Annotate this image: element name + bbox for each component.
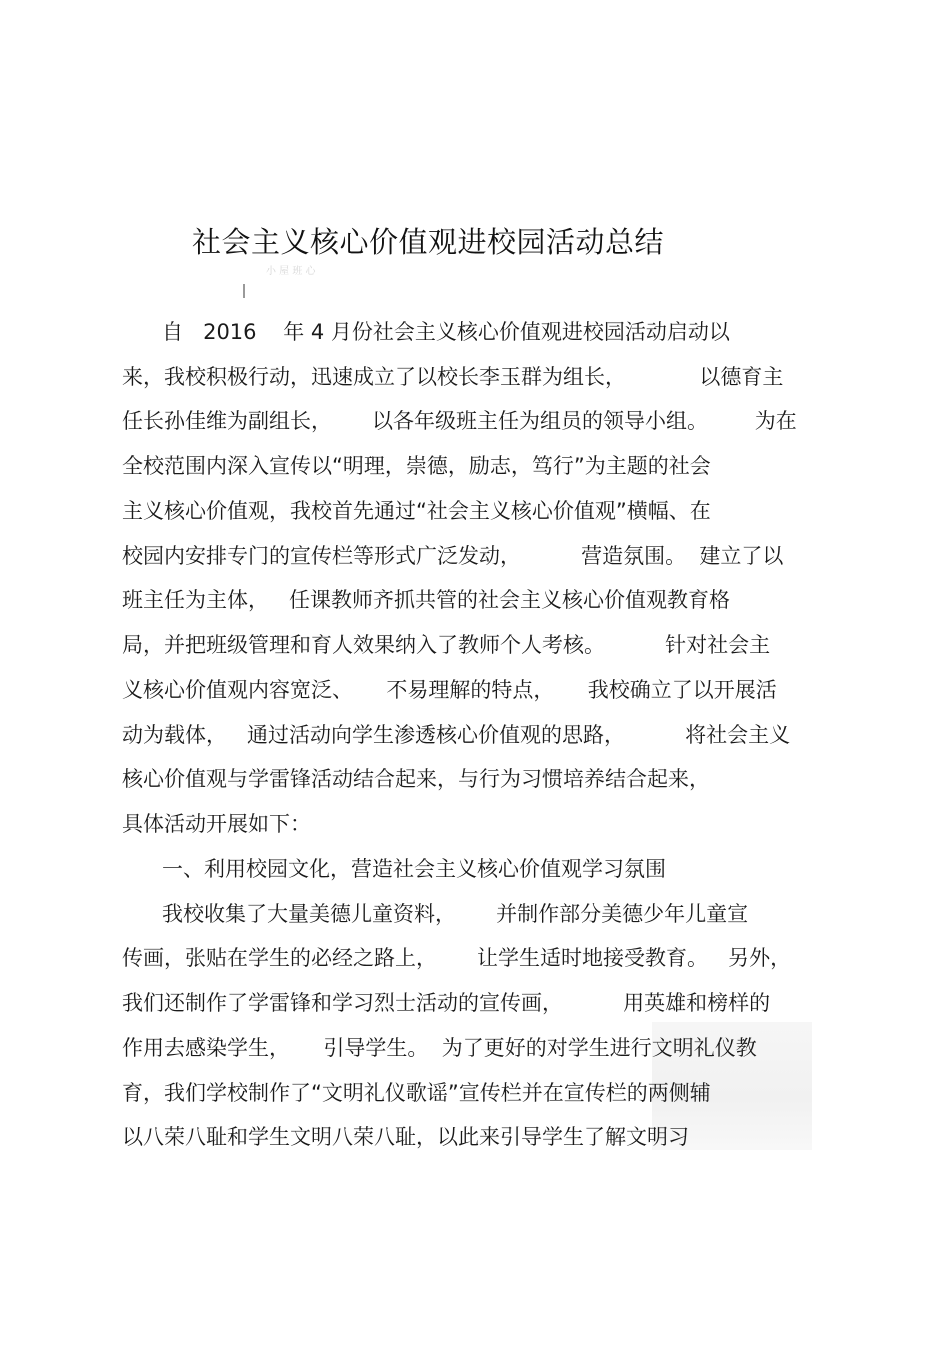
body-line: 任长孙佳维为副组长， 以各年级班主任为组员的领导小组。 为在 bbox=[122, 409, 797, 433]
body-line: 班主任为主体， 任课教师齐抓共管的社会主义核心价值观教育格 bbox=[122, 588, 731, 612]
section-heading: 一、利用校园文化，营造社会主义核心价值观学习氛围 bbox=[122, 857, 667, 881]
body-line: 全校范围内深入宣传以“明理，崇德，励志，笃行”为主题的社会 bbox=[122, 454, 711, 478]
body-line: 动为载体， 通过活动向学生渗透核心价值观的思路， 将社会主义 bbox=[122, 723, 791, 747]
document-title: 社会主义核心价值观进校园活动总结 bbox=[192, 225, 665, 259]
body-line: 以八荣八耻和学生文明八荣八耻，以此来引导学生了解文明习 bbox=[122, 1125, 689, 1149]
body-line: 局，并把班级管理和育人效果纳入了教师个人考核。 针对社会主 bbox=[122, 633, 771, 657]
body-line: 具体活动开展如下： bbox=[122, 812, 311, 836]
body-line: 自 2016 年 4 月份社会主义核心价值观进校园活动启动以 bbox=[122, 320, 730, 344]
body-line: 我校收集了大量美德儿童资料， 并制作部分美德少年儿童宣 bbox=[122, 902, 749, 926]
body-line: 主义核心价值观，我校首先通过“社会主义核心价值观”横幅、在 bbox=[122, 499, 711, 523]
body-line: 校园内安排专门的宣传栏等形式广泛发动， 营造氛围。 建立了以 bbox=[122, 544, 784, 568]
body-line: 传画，张贴在学生的必经之路上， 让学生适时地接受教育。 另外， bbox=[122, 946, 792, 970]
body-line: 育，我们学校制作了“文明礼仪歌谣”宣传栏并在宣传栏的两侧辅 bbox=[122, 1081, 711, 1105]
body-line: 来，我校积极行动，迅速成立了以校长李玉群为组长， 以德育主 bbox=[122, 365, 784, 389]
body-line: 作用去感染学生， 引导学生。 为了更好的对学生进行文明礼仪教 bbox=[122, 1036, 757, 1060]
faint-stamp-text: 小 屋 班 心 bbox=[266, 266, 316, 277]
scan-tick-mark bbox=[243, 284, 245, 298]
body-line: 核心价值观与学雷锋活动结合起来，与行为习惯培养结合起来， bbox=[122, 767, 710, 791]
body-line: 义核心价值观内容宽泛、 不易理解的特点， 我校确立了以开展活 bbox=[122, 678, 777, 702]
body-line: 我们还制作了学雷锋和学习烈士活动的宣传画， 用英雄和榜样的 bbox=[122, 991, 771, 1015]
